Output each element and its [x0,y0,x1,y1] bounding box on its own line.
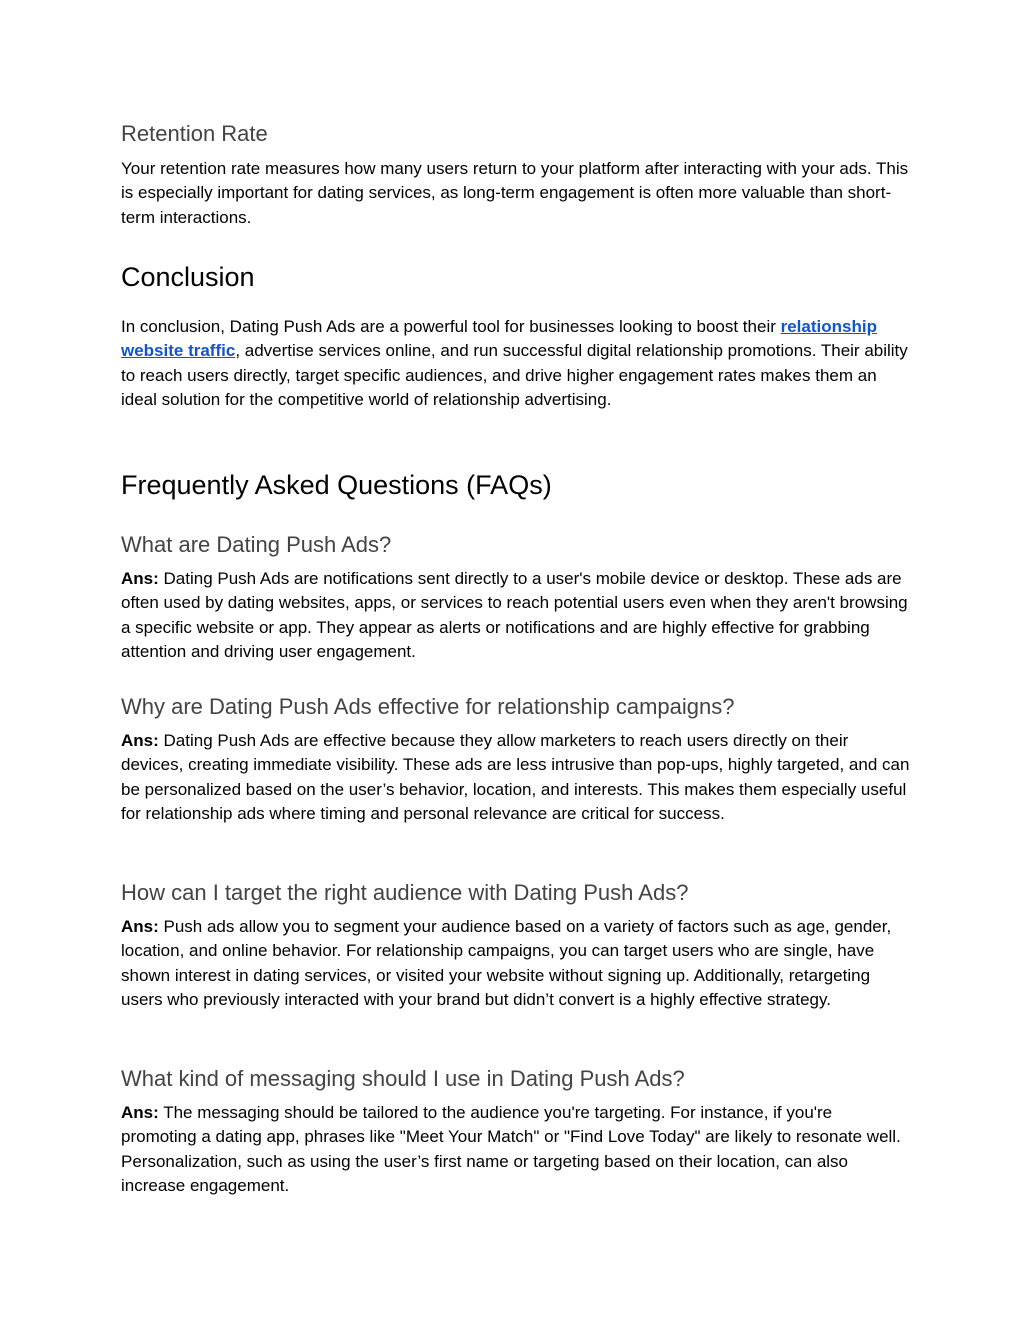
faq-answer-text: Dating Push Ads are notifications sent directly to a user's mobile device or desktop. These ads are often used by dating websites, apps, or services to reach potential users even when they aren't browsing a specific website or app. They appear as alerts or notifications and are highly effective for grabbing attention and driving user engagement. [121,569,908,661]
faq-answer-text: Dating Push Ads are effective because they allow marketers to reach users directly on their devices, creating immediate visibility. These ads are less intrusive than pop-ups, highly targeted, and can be personalized based on the user’s behavior, location, and interests. This makes them especially useful for relationship ads where timing and personal relevance are critical for success. [121,731,910,823]
ans-label: Ans: [121,731,159,750]
faq-question-3: How can I target the right audience with Dating Push Ads? [121,880,689,905]
conclusion-heading: Conclusion [121,262,255,292]
retention-heading: Retention Rate [121,121,268,146]
faq-question-4: What kind of messaging should I use in Dating Push Ads? [121,1066,685,1091]
faq-answer-4 [121,1101,911,1198]
faq-answer-text: The messaging should be tailored to the audience you're targeting. For instance, if you're promoting a dating app, phrases like "Meet Your Match" or "Find Love Today" are likely to resonate well. Personalization, such as using the user’s first name or targeting based on their location, can also increase engagement. [121,1103,901,1195]
ans-label: Ans: [121,569,159,588]
faq-answer-text: Push ads allow you to segment your audience based on a variety of factors such as age, gender, location, and online behavior. For relationship campaigns, you can target users who are single, have shown interest in dating services, or visited your website without signing up. Additionally, retargeting users who previously interacted with your brand but didn’t convert is a highly effective strategy. [121,917,892,1009]
ans-label: Ans: [121,1103,159,1122]
ans-label: Ans: [121,917,159,936]
faq-question-2: Why are Dating Push Ads effective for relationship campaigns? [121,694,735,719]
faqs-heading: Frequently Asked Questions (FAQs) [121,470,552,500]
faq-answer-3 [121,915,911,1012]
conclusion-body-end: , advertise services online, and run successful digital relationship promotions. Their ability to reach users directly, target specific audiences, and drive higher engagement rates makes them an ideal solution for the competitive world of relationship advertising. [121,341,908,409]
faq-answer-1 [121,567,911,664]
conclusion-body [121,315,911,412]
faq-answer-2 [121,729,911,826]
conclusion-body-start: In conclusion, Dating Push Ads are a powerful tool for businesses looking to boost their [121,317,781,336]
retention-body: Your retention rate measures how many users return to your platform after interacting with your ads. This is especially important for dating services, as long-term engagement is often more valuable than short-term interactions. [121,159,909,227]
relationship-website-traffic-link[interactable]: relationship website traffic [121,317,877,361]
faq-question-1: What are Dating Push Ads? [121,532,392,557]
